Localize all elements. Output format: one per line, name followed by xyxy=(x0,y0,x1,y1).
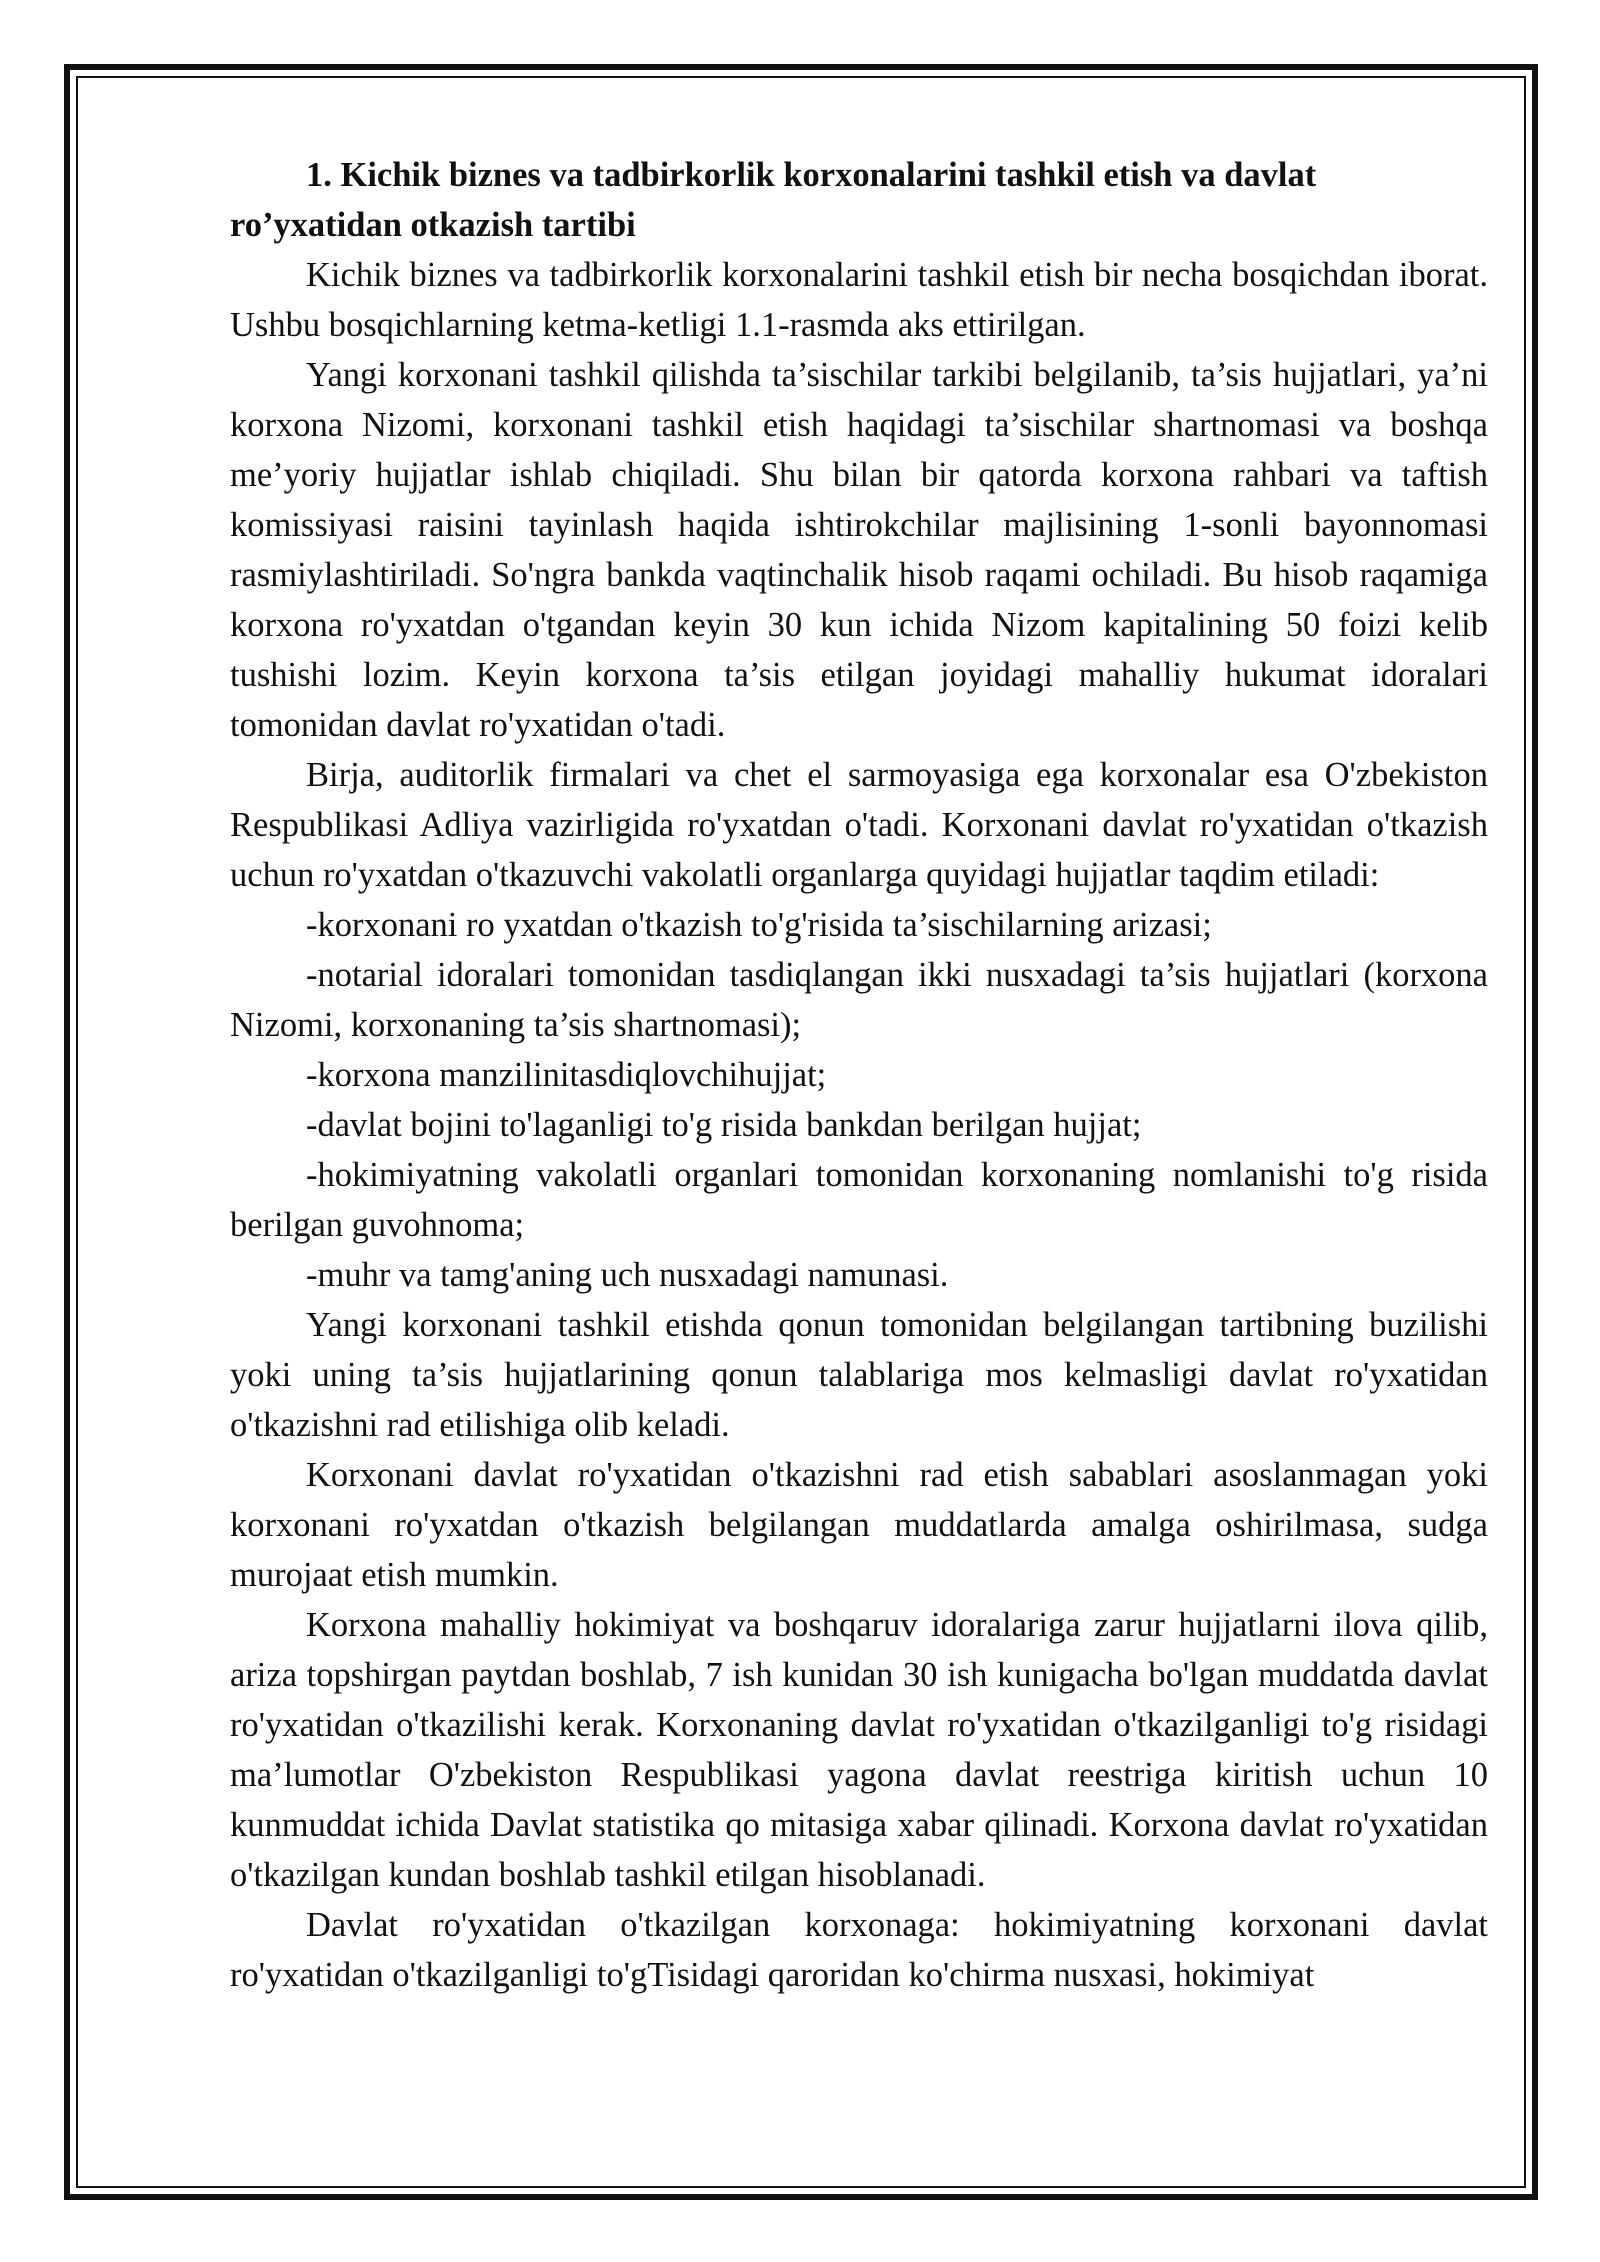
paragraph-court-appeal: Korxonani davlat ro'yxatidan o'tkazishni rad etish sabablari asoslanmagan yoki korxonani ro'yxatdan o'tkazish belgilangan muddatlarda amalga oshirilmasa, sudga murojaat etish mumkin. xyxy=(230,1456,1488,1594)
paragraph-violations: Yangi korxonani tashkil etishda qonun tomonidan belgilangan tartibning buzilishi yoki uning ta’sis hujjatlarining qonun talablariga mos kelmasligi davlat ro'yxatidan o'tkazishni rad etilishiga olib keladi. xyxy=(230,1306,1488,1444)
section-title: 1. Kichik biznes va tadbirkorlik korxonalarini tashkil etish va davlat ro’yxatidan otkazish tartibi xyxy=(230,156,1317,244)
paragraph-founders: Yangi korxonani tashkil qilishda ta’sischilar tarkibi belgilanib, ta’sis hujjatlari, ya’ni korxona Nizomi, korxonani tashkil etish haqidagi ta’sischilar shartnomasi va boshqa me’yoriy hujjatlar ishlab chiqiladi. Shu bilan bir qatorda korxona rahbari va taftish komissiyasi raisini tayinlash haqida ishtirokchilar majlisining 1-sonli bayonnomasi rasmiylashtiriladi. So'ngra bankda vaqtinchalik hisob raqami ochiladi. Bu hisob raqamiga korxona ro'yxatdan o'tgandan keyin 30 kun ichida Nizom kapitalining 50 foizi kelib tushishi lozim. Keyin korxona ta’sis etilgan joyidagi mahalliy hukumat idoralari tomonidan davlat ro'yxatidan o'tadi. xyxy=(230,356,1488,744)
paragraph-deadlines: Korxona mahalliy hokimiyat va boshqaruv idoralariga zarur hujjatlarni ilova qilib, ariza topshirgan paytdan boshlab, 7 ish kunidan 30 ish kunigacha bo'lgan muddatda davlat ro'yxatidan o'tkazilishi kerak. Korxonaning davlat ro'yxatidan o'tkazilganligi to'g risidagi ma’lumotlar O'zbekiston Respublikasi yagona davlat reestriga kiritish uchun 10 kunmuddat ichida Davlat statistika qo mitasiga xabar qilinadi. Korxona davlat ro'yxatidan o'tkazilgan kundan boshlab tashkil etilgan hisoblanadi. xyxy=(230,1606,1488,1894)
document-body xyxy=(230,150,1488,2000)
list-item-founding-documents: -notarial idoralari tomonidan tasdiqlangan ikki nusxadagi ta’sis hujjatlari (korxona Nizomi, korxonaning ta’sis shartnomasi); xyxy=(230,956,1488,1044)
list-item-name-certificate: -hokimiyatning vakolatli organlari tomonidan korxonaning nomlanishi to'g risida berilgan guvohnoma; xyxy=(230,1156,1488,1244)
list-item-seal-samples: -muhr va tamg'aning uch nusxadagi namunasi. xyxy=(306,1256,949,1294)
paragraph-issued-documents: Davlat ro'yxatidan o'tkazilgan korxonaga: hokimiyatning korxonani davlat ro'yxatidan o'tkazilganligi to'gTisidagi qaroridan ko'chirma nusxasi, hokimiyat xyxy=(230,1906,1488,1994)
paragraph-intro: Kichik biznes va tadbirkorlik korxonalarini tashkil etish bir necha bosqichdan iborat. Ushbu bosqichlarning ketma-ketligi 1.1-rasmda aks ettirilgan. xyxy=(230,256,1488,344)
paragraph-registration: Birja, auditorlik firmalari va chet el sarmoyasiga ega korxonalar esa O'zbekiston Respublikasi Adliya vazirligida ro'yxatdan o'tadi. Korxonani davlat ro'yxatidan o'tkazish uchun ro'yxatdan o'tkazuvchi vakolatli organlarga quyidagi hujjatlar taqdim etiladi: xyxy=(230,756,1488,894)
list-item-state-fee: -davlat bojini to'laganligi to'g risida bankdan berilgan hujjat; xyxy=(306,1106,1142,1144)
list-item-application: -korxonani ro yxatdan o'tkazish to'g'risida ta’sischilarning arizasi; xyxy=(306,906,1212,944)
list-item-address-document: -korxona manzilinitasdiqlovchihujjat; xyxy=(306,1056,827,1094)
